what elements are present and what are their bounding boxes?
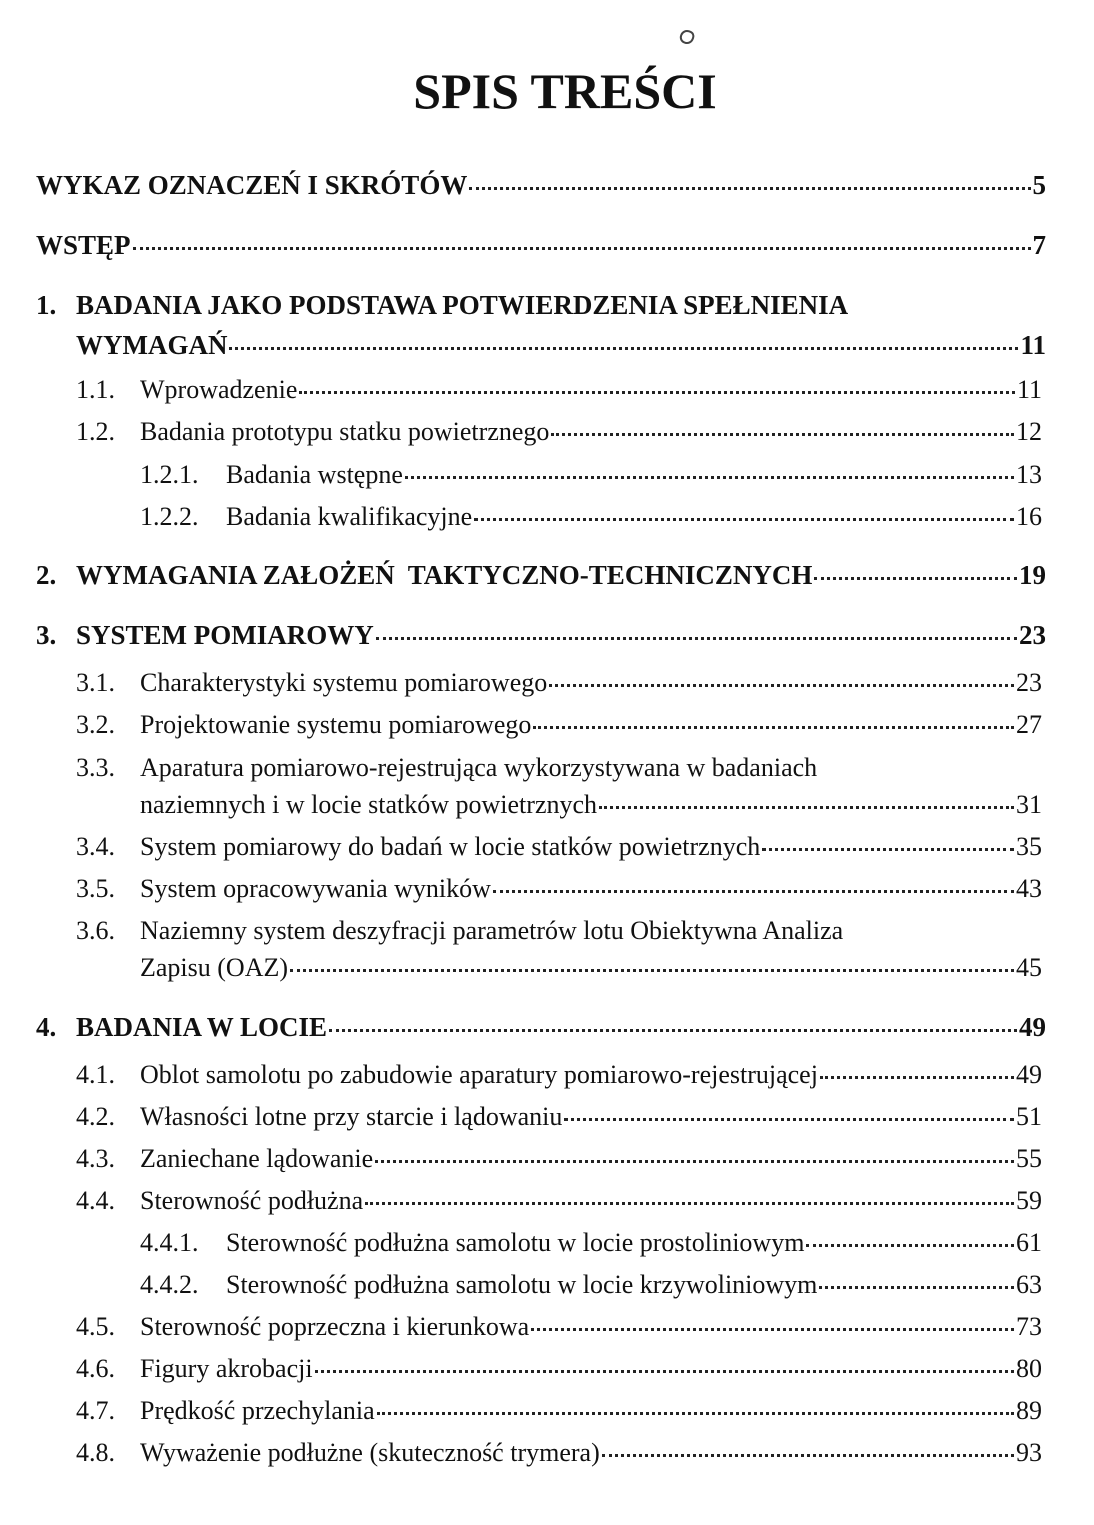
toc-entry[interactable]: [140, 460, 1042, 490]
dot-leader: [549, 684, 1014, 687]
toc-entry-continuation[interactable]: [140, 790, 1042, 820]
toc-entry[interactable]: [76, 753, 1042, 783]
toc-entry-title: System opracowywania wyników: [140, 874, 491, 903]
toc-entry[interactable]: [36, 170, 1046, 201]
toc-entry-number: 4.4.1.: [140, 1228, 199, 1257]
toc-entry-number: 1.: [36, 290, 57, 320]
toc-entry-page: 31: [1016, 790, 1042, 819]
toc-entry-title: BADANIA W LOCIE: [76, 1012, 328, 1042]
toc-entry-number: 4.4.2.: [140, 1270, 199, 1299]
toc-entry-title: Sterowność podłużna samolotu w locie prostoliniowym: [226, 1228, 805, 1257]
toc-entry-page: 7: [1032, 230, 1046, 260]
toc-entry-page: 93: [1016, 1438, 1042, 1467]
toc-entry-page: 80: [1016, 1354, 1042, 1383]
toc-entry-page: 13: [1016, 460, 1042, 489]
toc-entry-title-cont: naziemnych i w locie statków powietrznych: [140, 790, 598, 819]
dot-leader: [806, 1244, 1014, 1247]
toc-entry-number: 1.1.: [76, 375, 115, 404]
toc-entry-continuation[interactable]: [76, 330, 1046, 361]
page-title: SPIS TREŚCI: [413, 63, 717, 119]
toc-entry-page: 27: [1016, 710, 1042, 739]
toc-entry-title: Badania wstępne: [226, 460, 403, 489]
toc-entry-number: 4.1.: [76, 1060, 115, 1089]
toc-entry-page: 45: [1016, 953, 1042, 982]
toc-entry-title: System pomiarowy do badań w locie statków powietrznych: [140, 832, 761, 861]
toc-entry-title: Wyważenie podłużne (skuteczność trymera): [140, 1438, 600, 1467]
toc-entry-number: 4.6.: [76, 1354, 115, 1383]
toc-entry-page: 11: [1016, 375, 1042, 404]
dot-leader: [290, 969, 1014, 972]
dot-leader: [375, 1160, 1014, 1163]
dot-leader: [315, 1370, 1014, 1373]
toc-entry[interactable]: [36, 290, 1046, 321]
dot-leader: [814, 577, 1017, 580]
dot-leader: [602, 1454, 1014, 1457]
toc-entry[interactable]: [76, 1438, 1042, 1468]
dot-leader: [405, 476, 1014, 479]
toc-entry[interactable]: [36, 620, 1046, 651]
toc-entry[interactable]: [76, 1354, 1042, 1384]
toc-entry-page: 63: [1016, 1270, 1042, 1299]
toc-entry[interactable]: [76, 874, 1042, 904]
toc-entry-number: 1.2.1.: [140, 460, 199, 489]
toc-entry[interactable]: [140, 1228, 1042, 1258]
dot-leader: [377, 1412, 1014, 1415]
toc-entry-page: 19: [1019, 560, 1046, 590]
toc-entry-page: 59: [1016, 1186, 1042, 1215]
toc-entry-page: 16: [1016, 502, 1042, 531]
toc-entry[interactable]: [76, 1102, 1042, 1132]
toc-entry-page: 35: [1016, 832, 1042, 861]
toc-entry[interactable]: [76, 375, 1042, 405]
dot-leader: [531, 1328, 1014, 1331]
toc-entry[interactable]: [140, 1270, 1042, 1300]
toc-entry-number: 4.8.: [76, 1438, 115, 1467]
toc-entry[interactable]: [76, 916, 1042, 946]
toc-entry-page: 73: [1016, 1312, 1042, 1341]
toc-entry[interactable]: [36, 560, 1046, 591]
toc-entry-page: 43: [1016, 874, 1042, 903]
toc-entry-title: Oblot samolotu po zabudowie aparatury pomiarowo-rejestrującej: [140, 1060, 818, 1089]
toc-entry-title-cont: WYMAGAŃ: [76, 330, 228, 360]
toc-entry-number: 3.1.: [76, 668, 115, 697]
toc-entry-page: 55: [1016, 1144, 1042, 1173]
toc-entry-title: SYSTEM POMIAROWY: [76, 620, 374, 650]
toc-entry-number: 1.2.: [76, 417, 115, 446]
toc-entry-number: 3.4.: [76, 832, 115, 861]
toc-entry-number: 4.7.: [76, 1396, 115, 1425]
toc-entry-title: Figury akrobacji: [140, 1354, 313, 1383]
dot-leader: [133, 247, 1031, 250]
toc-entry[interactable]: [76, 1144, 1042, 1174]
toc-entry-title: WSTĘP: [36, 230, 131, 260]
toc-entry-title: Badania kwalifikacyjne: [226, 502, 473, 531]
dot-leader: [376, 637, 1017, 640]
toc-entry-number: 4.3.: [76, 1144, 115, 1173]
toc-entry-number: 3.5.: [76, 874, 115, 903]
dot-leader: [469, 187, 1030, 190]
dot-leader: [820, 1076, 1014, 1079]
toc-entry-page: 11: [1020, 330, 1046, 360]
toc-entry-page: 5: [1032, 170, 1046, 200]
toc-entry[interactable]: [76, 1312, 1042, 1342]
toc-entry-page: 23: [1019, 620, 1046, 650]
toc-entry-title: Sterowność poprzeczna i kierunkowa: [140, 1312, 530, 1341]
toc-entry-page: 23: [1016, 668, 1042, 697]
toc-entry[interactable]: [76, 668, 1042, 698]
toc-entry[interactable]: [76, 832, 1042, 862]
toc-entry-title-cont: Zapisu (OAZ): [140, 953, 289, 982]
toc-entry-number: 1.2.2.: [140, 502, 199, 531]
dot-leader: [533, 726, 1014, 729]
toc-entry[interactable]: [76, 1060, 1042, 1090]
toc-entry-number: 4.5.: [76, 1312, 115, 1341]
toc-entry[interactable]: [76, 1186, 1042, 1216]
toc-entry-title: Prędkość przechylania: [140, 1396, 375, 1425]
toc-entry-title: Zaniechane lądowanie: [140, 1144, 374, 1173]
toc-entry-number: 3.2.: [76, 710, 115, 739]
toc-entry-number: 3.: [36, 620, 57, 650]
dot-leader: [329, 1029, 1017, 1032]
dot-leader: [819, 1286, 1014, 1289]
toc-entry-title: WYKAZ OZNACZEŃ I SKRÓTÓW: [36, 170, 468, 200]
toc-entry[interactable]: [76, 417, 1042, 447]
toc-entry[interactable]: [36, 230, 1046, 261]
toc-entry-page: 12: [1016, 417, 1042, 446]
toc-entry[interactable]: [140, 502, 1042, 532]
toc-entry-title: Naziemny system deszyfracji parametrów lotu Obiektywna Analiza: [140, 916, 844, 945]
toc-entry-number: 3.6.: [76, 916, 115, 945]
toc-entry-page: 51: [1016, 1102, 1042, 1131]
dot-leader: [564, 1118, 1014, 1121]
dot-leader: [365, 1202, 1014, 1205]
dot-leader: [474, 518, 1014, 521]
toc-entry-page: 49: [1016, 1060, 1042, 1089]
scan-speck-mark: [678, 28, 696, 46]
toc-entry-title: Charakterystyki systemu pomiarowego: [140, 668, 548, 697]
dot-leader: [762, 848, 1014, 851]
toc-entry-title: Projektowanie systemu pomiarowego: [140, 710, 532, 739]
toc-entry-title: WYMAGANIA ZAŁOŻEŃ TAKTYCZNO-TECHNICZNYCH: [76, 560, 813, 590]
toc-entry-page: 49: [1019, 1012, 1046, 1042]
dot-leader: [299, 391, 1015, 394]
toc-entry-number: 2.: [36, 560, 57, 590]
toc-entry-number: 4.: [36, 1012, 57, 1042]
dot-leader: [599, 806, 1014, 809]
dot-leader: [229, 347, 1018, 350]
dot-leader: [493, 890, 1014, 893]
toc-entry-page: 61: [1016, 1228, 1042, 1257]
toc-entry-title: Aparatura pomiarowo-rejestrująca wykorzystywana w badaniach: [140, 753, 818, 782]
toc-entry[interactable]: [36, 1012, 1046, 1043]
toc-entry-page: 89: [1016, 1396, 1042, 1425]
toc-entry-title: BADANIA JAKO PODSTAWA POTWIERDZENIA SPEŁNIENIA: [76, 290, 849, 320]
toc-entry[interactable]: [76, 1396, 1042, 1426]
toc-entry-title: Sterowność podłużna samolotu w locie krzywoliniowym: [226, 1270, 818, 1299]
toc-entry-number: 4.2.: [76, 1102, 115, 1131]
toc-entry-continuation[interactable]: [140, 953, 1042, 983]
toc-entry[interactable]: [76, 710, 1042, 740]
toc-entry-title: Wprowadzenie: [140, 375, 298, 404]
dot-leader: [551, 433, 1014, 436]
toc-entry-title: Sterowność podłużna: [140, 1186, 364, 1215]
toc-entry-title: Własności lotne przy starcie i lądowaniu: [140, 1102, 563, 1131]
toc-entry-number: 4.4.: [76, 1186, 115, 1215]
toc-entry-title: Badania prototypu statku powietrznego: [140, 417, 550, 446]
toc-entry-number: 3.3.: [76, 753, 115, 782]
